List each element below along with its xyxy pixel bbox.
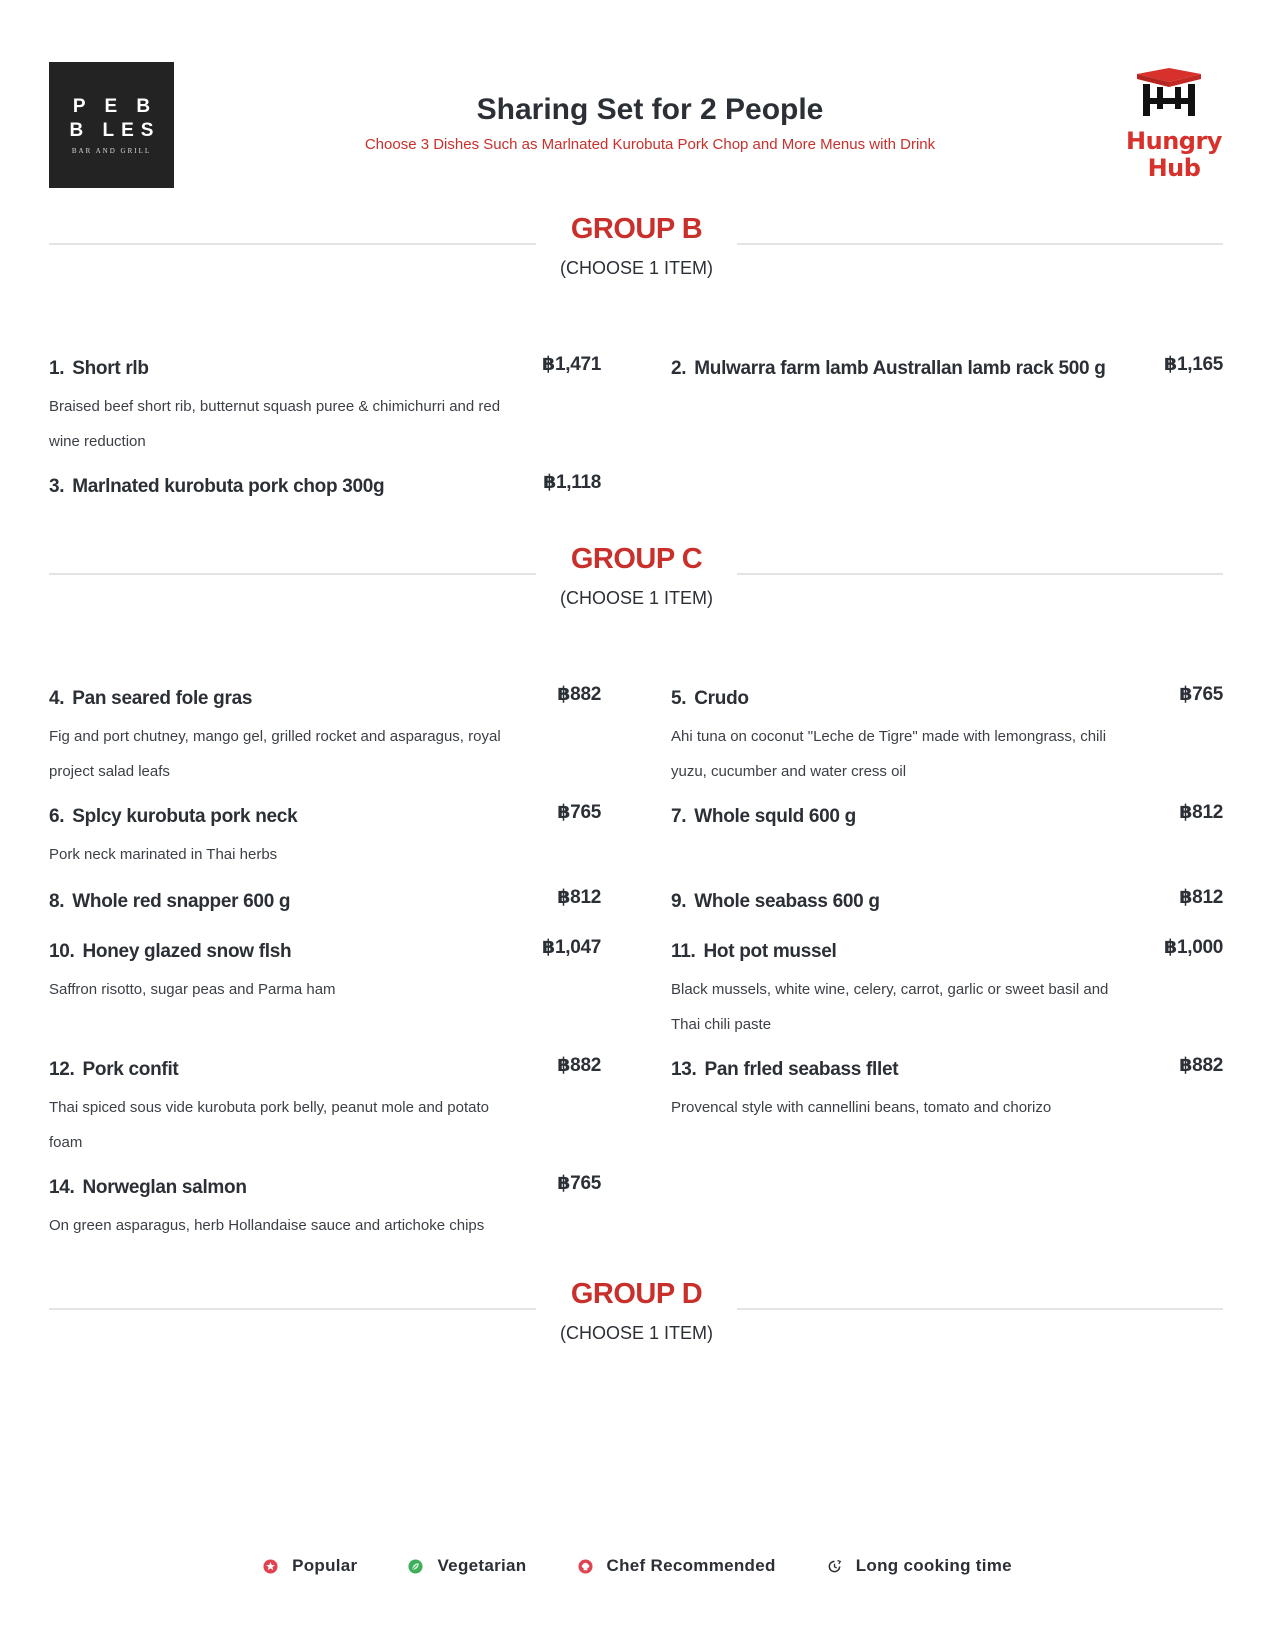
item-description: On green asparagus, herb Hollandaise sauce and artichoke chips (49, 1217, 485, 1234)
chef-recommended-icon (578, 1559, 593, 1574)
item-price: ฿1,165 (1164, 354, 1223, 375)
legend-item-chef-recommended (578, 1556, 776, 1576)
vegetarian-icon (408, 1559, 423, 1574)
item-price: ฿812 (1179, 887, 1223, 908)
group-title: GROUP B (570, 213, 703, 245)
group-title: GROUP C (570, 543, 703, 575)
legend-item-popular (263, 1556, 357, 1576)
legend-item-vegetarian (408, 1556, 526, 1576)
group-instruction: (CHOOSE 1 ITEM) (559, 588, 713, 608)
item-name: Marlnated kurobuta pork chop 300g (72, 476, 385, 497)
legend-label: Long cooking time (855, 1556, 1012, 1575)
legend (0, 1556, 1275, 1579)
item-name: Crudo (694, 688, 749, 709)
item-price: ฿765 (1179, 684, 1223, 705)
item-price: ฿1,471 (542, 354, 601, 375)
logo-line-2: B LES (69, 120, 161, 141)
item-description: Fig and port chutney, mango gel, grilled rocket and asparagus, royal project salad leafs (49, 728, 501, 780)
logo-word-hub: Hub (1147, 154, 1201, 182)
group-title: GROUP D (570, 1278, 703, 1310)
group-instruction: (CHOOSE 1 ITEM) (559, 1323, 713, 1343)
divider (737, 1308, 1223, 1310)
item-number: 14. (49, 1177, 75, 1198)
item-name: Whole squld 600 g (694, 806, 856, 827)
group-instruction: (CHOOSE 1 ITEM) (559, 258, 713, 278)
legend-label: Popular (292, 1556, 358, 1575)
item-number: 7. (671, 806, 687, 827)
item-description: Thai spiced sous vide kurobuta pork belly, peanut mole and potato foam (49, 1099, 489, 1151)
item-number: 2. (671, 358, 687, 379)
divider (737, 573, 1223, 575)
group-c-heading (49, 542, 1223, 632)
divider (49, 243, 536, 245)
item-description: Black mussels, white wine, celery, carrot, garlic or sweet basil and Thai chili paste (671, 981, 1109, 1033)
item-price: ฿882 (1179, 1055, 1223, 1076)
logo-line-3: BAR AND GRILL (71, 147, 152, 155)
item-name: Whole red snapper 600 g (72, 891, 291, 912)
item-price: ฿812 (557, 887, 601, 908)
item-name: Mulwarra farm lamb Australlan lamb rack 500 g (694, 358, 1106, 379)
legend-label: Vegetarian (437, 1556, 527, 1575)
item-number: 4. (49, 688, 65, 709)
item-price: ฿765 (557, 802, 601, 823)
header-titles (300, 90, 1000, 155)
divider (49, 1308, 536, 1310)
logo-line-1: P E B (72, 96, 158, 117)
item-description: Braised beef short rib, butternut squash puree & chimichurri and red wine reduction (49, 398, 501, 450)
item-description: Pork neck marinated in Thai herbs (49, 846, 278, 863)
item-number: 3. (49, 476, 65, 497)
item-number: 8. (49, 891, 65, 912)
item-number: 10. (49, 941, 75, 962)
legend-label: Chef Recommended (606, 1556, 776, 1575)
item-name: Whole seabass 600 g (694, 891, 880, 912)
item-price: ฿1,047 (542, 937, 601, 958)
item-number: 9. (671, 891, 687, 912)
item-name: Pan seared fole gras (72, 688, 253, 709)
item-price: ฿882 (557, 684, 601, 705)
item-price: ฿1,118 (543, 472, 601, 493)
item-number: 5. (671, 688, 687, 709)
item-name: Splcy kurobuta pork neck (72, 806, 298, 827)
item-number: 12. (49, 1059, 75, 1080)
group-b-heading (49, 212, 1223, 302)
logo-word-hungry: Hungry (1126, 127, 1222, 155)
item-description: Ahi tuna on coconut "Leche de Tigre" made with lemongrass, chili yuzu, cucumber and water cress oil (671, 728, 1107, 780)
group-d-heading (49, 1277, 1223, 1367)
divider (737, 243, 1223, 245)
popular-icon (263, 1559, 278, 1574)
item-price: ฿882 (557, 1055, 601, 1076)
item-name: Honey glazed snow flsh (82, 941, 292, 962)
table-icon (1117, 62, 1231, 124)
restaurant-logo (49, 62, 174, 188)
item-number: 13. (671, 1059, 697, 1080)
divider (49, 573, 536, 575)
item-number: 11. (671, 941, 696, 962)
page-title: Sharing Set for 2 People (476, 93, 824, 126)
item-price: ฿812 (1179, 802, 1223, 823)
item-number: 1. (49, 358, 65, 379)
long-cooking-time-icon (827, 1559, 842, 1574)
item-name: Pan frled seabass fllet (704, 1059, 899, 1080)
item-price: ฿765 (557, 1173, 601, 1194)
item-price: ฿1,000 (1164, 937, 1223, 958)
item-number: 6. (49, 806, 65, 827)
item-name: Pork confit (82, 1059, 179, 1080)
hungry-hub-logo (1117, 62, 1231, 190)
item-name: Hot pot mussel (703, 941, 837, 962)
legend-item-long-cooking-time (827, 1556, 1012, 1576)
item-name: Norweglan salmon (82, 1177, 247, 1198)
item-description: Saffron risotto, sugar peas and Parma ham (49, 981, 336, 998)
item-description: Provencal style with cannellini beans, tomato and chorizo (671, 1099, 1052, 1116)
page-subtitle: Choose 3 Dishes Such as Marlnated Kurobuta Pork Chop and More Menus with Drink (364, 136, 936, 153)
item-name: Short rlb (72, 358, 149, 379)
